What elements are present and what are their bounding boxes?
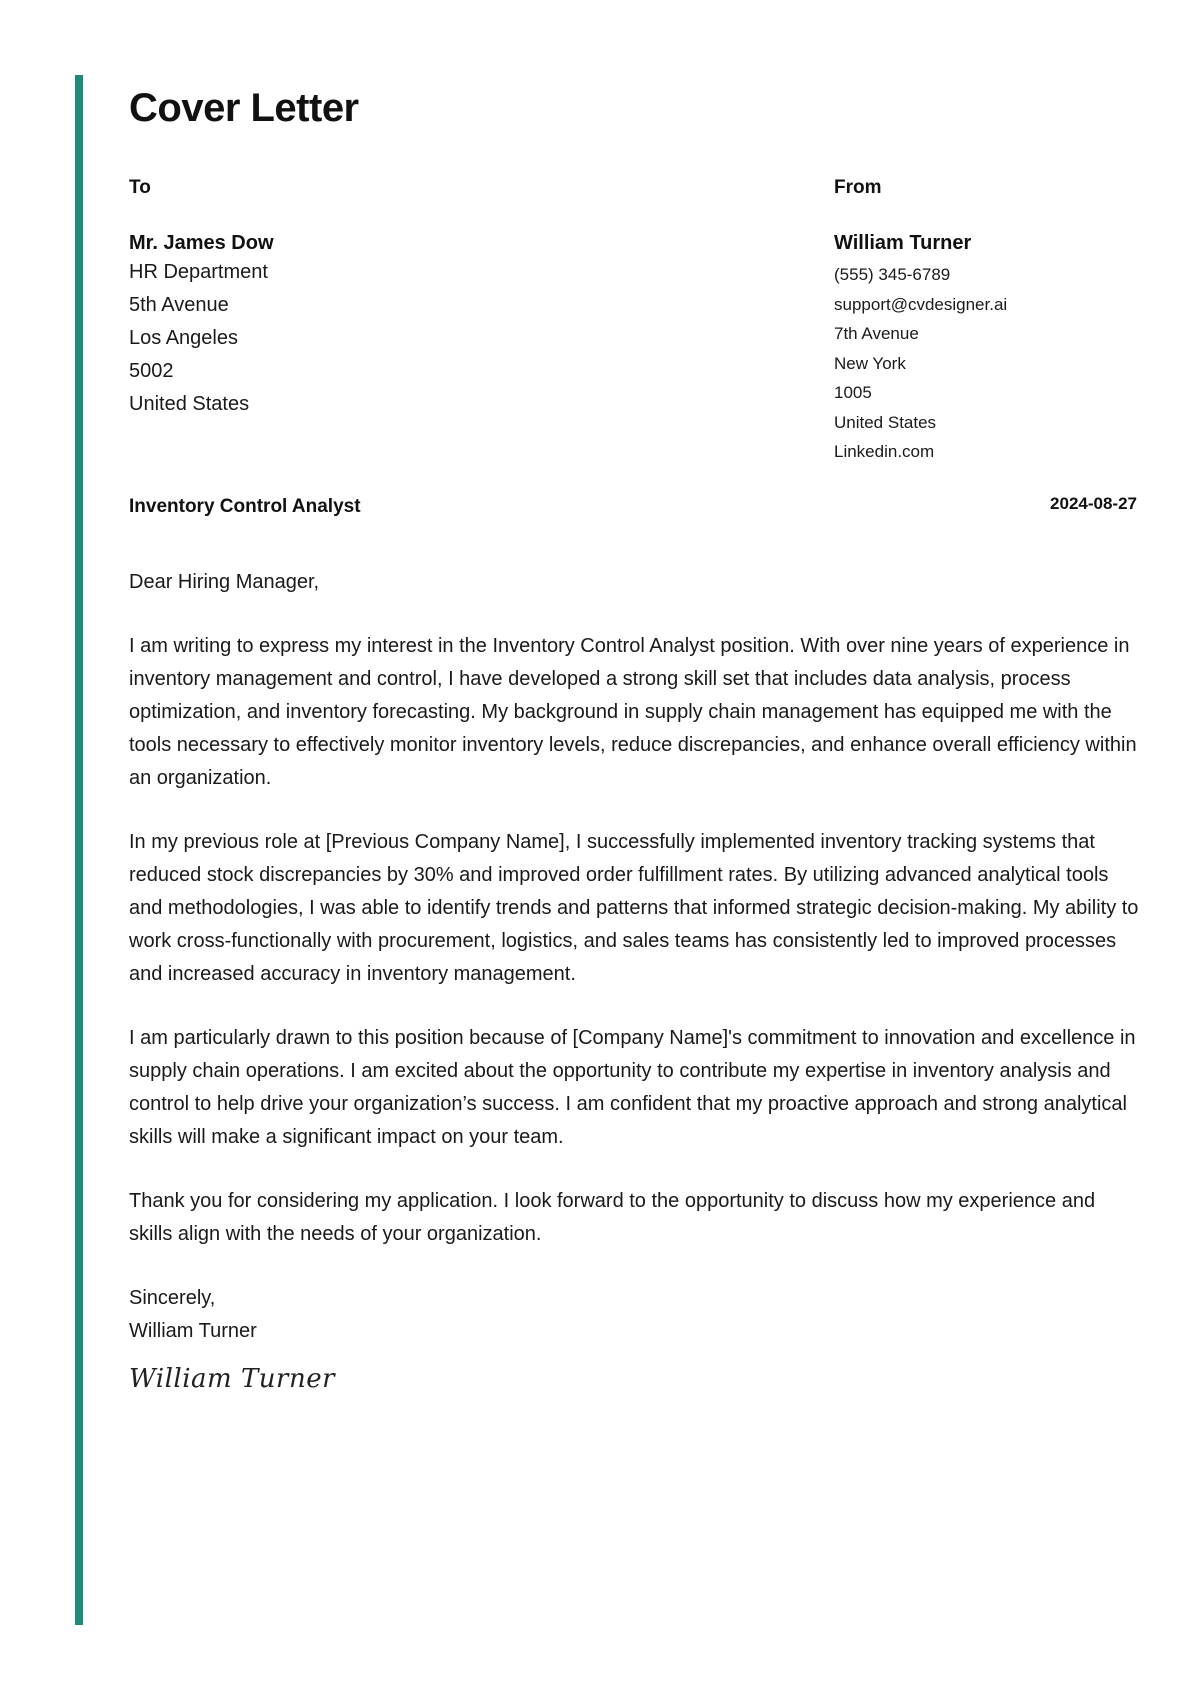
sender-city: New York <box>834 353 906 373</box>
recipient-department: HR Department <box>129 261 268 283</box>
recipient-block <box>129 176 629 421</box>
handwritten-signature: William Turner <box>129 1364 336 1394</box>
sender-website: Linkedin.com <box>834 442 935 461</box>
from-heading: From <box>834 177 882 198</box>
letter-date: 2024-08-27 <box>1050 494 1137 513</box>
body-paragraph: In my previous role at [Previous Company Name], I successfully implemented inventory tracking systems that reduced stock discrepancies by 30% and improved order fulfillment rates. By utilizing advanced analytical tools and methodologies, I was able to identify trends and patterns that informed strategic decision-making. My ability to work cross-functionally with procurement, logistics, and sales teams has consistently led to improved processes and increased accuracy in inventory management. <box>129 831 1139 985</box>
recipient-street: 5th Avenue <box>129 294 229 316</box>
sender-name: William Turner <box>834 232 972 254</box>
sender-country: United States <box>834 412 937 432</box>
subject-line: Inventory Control Analyst <box>129 496 361 517</box>
accent-bar <box>75 75 83 1625</box>
sender-phone: (555) 345-6789 <box>834 265 951 284</box>
recipient-city: Los Angeles <box>129 327 238 349</box>
page-title: Cover Letter <box>129 86 359 130</box>
address-section <box>129 176 1139 476</box>
sender-block <box>834 176 1134 467</box>
closing-block <box>129 1282 1139 1348</box>
subject-row <box>129 496 1139 536</box>
sender-postal-code: 1005 <box>834 383 872 402</box>
recipient-name: Mr. James Dow <box>129 232 274 254</box>
salutation: Dear Hiring Manager, <box>129 571 320 593</box>
letter-content <box>129 82 1139 1394</box>
body-paragraph: I am particularly drawn to this position because of [Company Name]'s commitment to innovation and excellence in supply chain operations. I am excited about the opportunity to contribute my expertise in inventory analysis and control to help drive your organization’s success. I am confident that my proactive approach and strong analytical skills will make a significant impact on your team. <box>129 1027 1136 1148</box>
closing-name: William Turner <box>129 1320 257 1342</box>
closing-phrase: Sincerely, <box>129 1287 216 1309</box>
recipient-country: United States <box>129 393 250 415</box>
to-heading: To <box>129 177 151 198</box>
sender-email: support@cvdesigner.ai <box>834 294 1008 314</box>
body-paragraph: I am writing to express my interest in the Inventory Control Analyst position. With over nine years of experience in inventory management and control, I have developed a strong skill set that includes data analysis, process optimization, and inventory forecasting. My background in supply chain management has equipped me with the tools necessary to effectively monitor inventory levels, reduce discrepancies, and enhance overall efficiency within an organization. <box>129 635 1137 789</box>
body-paragraph: Thank you for considering my application. I look forward to the opportunity to discuss how my experience and skills align with the needs of your organization. <box>129 1190 1096 1245</box>
sender-street: 7th Avenue <box>834 324 919 343</box>
recipient-postal-code: 5002 <box>129 360 174 382</box>
